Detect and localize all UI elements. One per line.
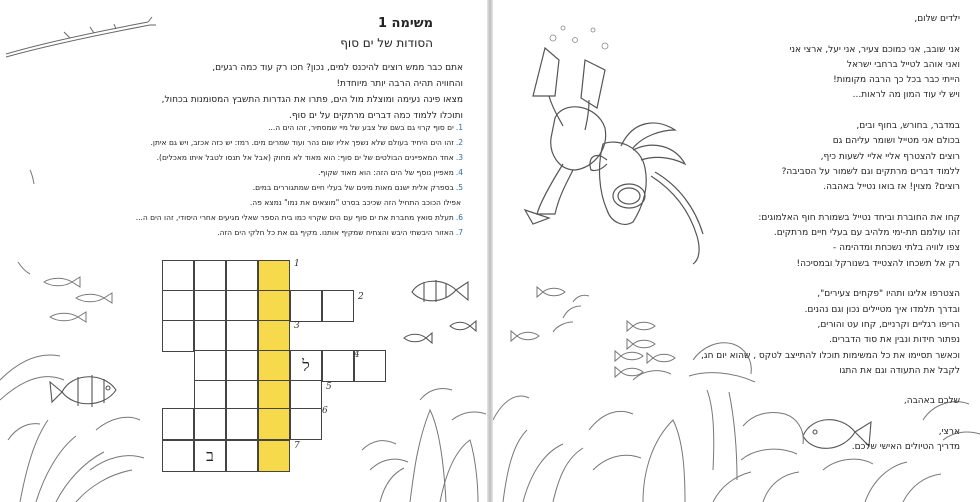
crossword-row-number: 3	[294, 321, 300, 331]
clue-text: אפילו הכוכב התחיל הזה שכיכב בסרט "מוצאים את נמו" נמצא פה.	[249, 198, 461, 207]
crossword-solution-cell[interactable]	[258, 440, 290, 472]
crossword-row-number: 1	[294, 259, 300, 269]
clue-text: בספרק אלית ישנם מאות מינים של בעלי חיים שמתגוררים במים.	[252, 183, 454, 192]
letter-line	[660, 104, 960, 119]
crossword-cell[interactable]	[290, 290, 322, 322]
striped-fish-sketch	[404, 280, 476, 343]
letter-line: הצטרפו אליגו ותהיו "פקחים צעירים",	[817, 289, 960, 300]
crossword-cell[interactable]	[226, 290, 258, 322]
clue-item	[0, 195, 463, 210]
clue-number: 4.	[455, 168, 463, 177]
crossword-cell[interactable]	[194, 290, 226, 322]
letter-line: אני שובב, אני כמוכם צעיר, אני יעל, ארצי אני	[789, 44, 960, 55]
letter-line: מדריך הטיולים האישי שלכם.	[851, 442, 960, 453]
letter-line: במדבר, בחורש, בחוף ובים,	[856, 121, 960, 132]
crossword-row-number: 7	[294, 441, 300, 451]
mission-subtitle: הסודות של ים סוף	[340, 36, 433, 50]
crossword-cell[interactable]	[162, 408, 194, 440]
letter-line: ילדים שלום,	[914, 14, 960, 24]
clue-text: ים סוף קרוי גם בשם של צבע של מיי שמסתיר, זהו הים ה...	[268, 123, 454, 132]
clue-item	[0, 135, 463, 150]
clue-item	[0, 150, 463, 165]
crossword-letter: ב	[206, 446, 214, 465]
intro-line: מצאו פינה נעימה ומוצלת מול הים, פתרו את הגדרות התשבץ המסומנות בכחול,	[161, 95, 463, 105]
crossword-cell[interactable]	[162, 440, 194, 472]
mission-intro	[143, 60, 463, 124]
crossword-cell[interactable]	[290, 408, 322, 440]
letter-line: ואני אוהב לטייל ברחבי ישראל	[846, 59, 960, 70]
pipefish-sketch	[6, 17, 156, 57]
clue-text: תעלת סואץ מחברת את ים סוף עם הים שקרוי כמו בית הספר שאלי מגיעים אחרי היסודי, זהו הים ה...	[135, 213, 454, 222]
letter-line: ובדרך תלמדו איך מטיילים נכון וגם נהנים.	[804, 304, 960, 315]
crossword-solution-cell[interactable]	[258, 290, 290, 322]
clue-text: אחד המאפיינים הבולטים של ים סוף: הוא מאוד לא מחוק (אבל אל תנסו לטבל איתו מאכלים).	[156, 153, 454, 162]
crossword-cell[interactable]	[194, 350, 226, 382]
letter-line	[660, 196, 960, 211]
clue-number: 1.	[455, 123, 463, 132]
crossword-cell[interactable]	[194, 408, 226, 440]
letter-line: ארצי,	[938, 427, 960, 438]
crossword-cell[interactable]	[322, 350, 354, 382]
crossword-cell[interactable]	[162, 290, 194, 322]
crossword-cell[interactable]	[194, 320, 226, 352]
intro-line: והחוויה תהיה הרבה יותר מיוחדת!	[336, 79, 463, 89]
crossword-solution-cell[interactable]	[258, 408, 290, 440]
crossword-solution-cell[interactable]	[258, 350, 290, 382]
crossword-solution-cell[interactable]	[258, 260, 290, 292]
letter-line	[660, 272, 960, 287]
coral-sketch-left	[0, 355, 144, 502]
letter-line: ויש לי עוד המון מה לראות...	[852, 90, 960, 101]
crossword-cell[interactable]	[322, 290, 354, 322]
letter-line: שלכם באהבה,	[903, 396, 960, 407]
clue-number: 5.	[455, 183, 463, 192]
clue-text: האזור היבשתי היבש והצחיח שמקיף אותנו. מקיף גם את כל חלקי הים הזה.	[217, 228, 454, 237]
letter-line: זהו עולמם תת-ימי מלהיב עם בעלי חיים מרתקים.	[773, 228, 960, 239]
clue-item	[0, 210, 463, 225]
letter-line	[660, 379, 960, 394]
clue-number: 7.	[455, 228, 463, 237]
clue-number: 2.	[455, 138, 463, 147]
clue-number: 6.	[455, 213, 463, 222]
left-page	[0, 0, 487, 502]
clue-text: זהו הים היחיד בעולם שלא נשפך אליו שום נהר ועוד שמרים מים. רמז: יש כזה אכזב, ויש גם איתן.	[150, 138, 454, 147]
letter-line: ללמוד דברים מרתקים וגם לשמור על הסביבה?	[781, 166, 960, 177]
intro-line: אתם כבר ממש רוצים להיכנס למים, נכון? חכו רק עוד כמה רגעים,	[212, 63, 463, 73]
fish-school-sketch	[511, 287, 675, 377]
clue-item	[0, 225, 463, 240]
crossword-row-number: 6	[322, 406, 328, 416]
letter-line: לקבל את התעודה וגם את התגו	[839, 365, 960, 376]
letter-line: רוצים? מצוין! אז בואו נטייל באהבה.	[823, 182, 960, 193]
crossword-cell[interactable]	[226, 408, 258, 440]
crossword-cell[interactable]	[226, 440, 258, 472]
crossword-cell[interactable]	[162, 320, 194, 352]
intro-line: ותוכלו ללמוד כמה דברים מרתקים על ים סוף.	[289, 111, 463, 121]
crossword-cell[interactable]	[226, 260, 258, 292]
letter-line: נפתור חידות ונבין את סוד הדברים.	[829, 335, 960, 346]
clue-item	[0, 165, 463, 180]
crossword-row-number: 5	[326, 382, 332, 392]
crossword-row-number: 2	[358, 292, 364, 302]
clue-number: 3.	[455, 153, 463, 162]
clue-item	[0, 180, 463, 195]
welcome-letter	[660, 12, 960, 456]
crossword-cell[interactable]	[194, 260, 226, 292]
crossword-cell[interactable]	[226, 350, 258, 382]
letter-line: הריפו רגליים וקרניים, קחו עט והורים,	[817, 319, 960, 330]
letter-line: הייתי כבר בכל כך הרבה מקומות!	[833, 75, 960, 86]
crossword-cell[interactable]	[226, 320, 258, 352]
clownfish-sketch	[50, 375, 116, 407]
crossword-cell[interactable]	[162, 260, 194, 292]
letter-line: בכולם אני מטייל ושומר עליהם גם	[832, 136, 960, 147]
clue-item	[0, 120, 463, 135]
letter-line: וכאשר תסיימו את כל המשימות תוכלו להתייצב לטקס , שהוא יום חג,	[701, 350, 960, 361]
crossword-solution-cell[interactable]	[258, 320, 290, 352]
letter-line	[660, 410, 960, 425]
letter-line: רוצים להצטרף אליי אליי לשעות כיף,	[820, 151, 960, 162]
coral-sketch-right	[362, 388, 486, 502]
crossword-row-number: 4	[354, 350, 360, 360]
letter-line: רק אל תשכחו להצטייד בשנורקל ובמסיכה!	[796, 258, 960, 269]
letter-line: קחו את החוברת וביחד נטייל בשמורת חוף האלמוגים:	[758, 212, 960, 223]
letter-line	[660, 27, 960, 42]
mission-title: משימה 1	[377, 16, 433, 31]
crossword-letter: ל	[302, 356, 310, 375]
bubbles-sketch	[550, 26, 608, 49]
clue-text: מאפיין נוסף של הים הזה: הוא מאוד שקוף.	[318, 168, 454, 177]
letter-line: צפו לוויה בלתי נשכחת ומדהימה -	[832, 243, 960, 254]
clue-list	[0, 120, 463, 240]
right-page	[493, 0, 980, 502]
